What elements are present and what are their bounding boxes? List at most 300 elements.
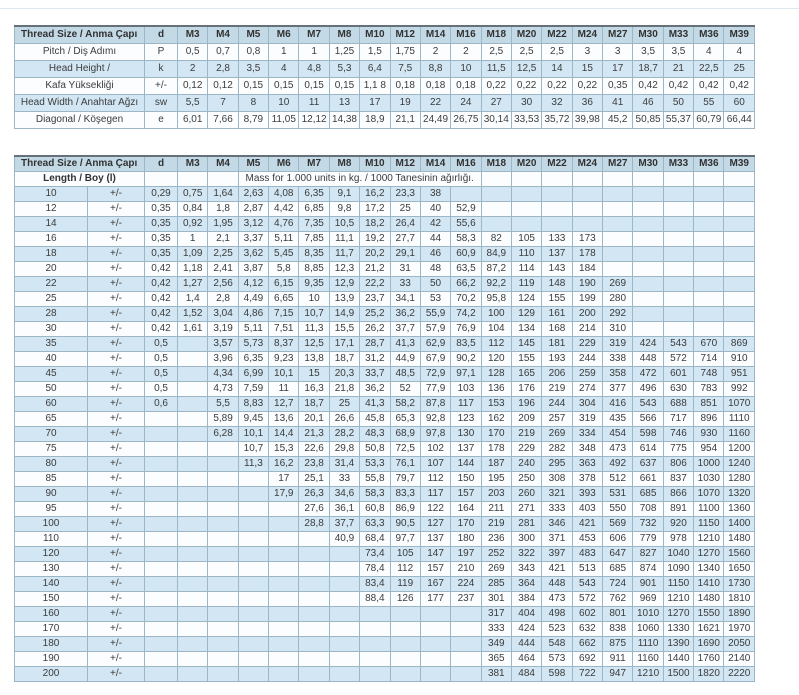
tolerance-cell: +/- bbox=[88, 576, 145, 591]
mass-value-M36 bbox=[694, 216, 724, 231]
subheader-empty bbox=[663, 171, 693, 186]
tolerance-cell: +/- bbox=[88, 261, 145, 276]
dimension-value-M12: 0,18 bbox=[390, 77, 420, 94]
d-tolerance-cell bbox=[145, 501, 178, 516]
mass-value-M8 bbox=[329, 606, 359, 621]
mass-value-M5: 7,59 bbox=[238, 381, 268, 396]
mass-value-M14: 57,9 bbox=[420, 321, 450, 336]
mass-value-M16: 197 bbox=[451, 546, 481, 561]
dimension-value-M39: 60 bbox=[724, 94, 755, 111]
mass-value-M14: 38 bbox=[420, 186, 450, 201]
dimension-value-M7: 11 bbox=[299, 94, 329, 111]
d-tolerance-cell bbox=[145, 531, 178, 546]
mass-value-M24: 178 bbox=[572, 246, 602, 261]
mass-value-M30 bbox=[633, 216, 663, 231]
mass-value-M5: 3,62 bbox=[238, 246, 268, 261]
mass-value-M33: 837 bbox=[663, 471, 693, 486]
mass-value-M4 bbox=[208, 576, 238, 591]
mass-value-M39 bbox=[724, 321, 755, 336]
tolerance-cell: +/- bbox=[88, 186, 145, 201]
mass-value-M24: 602 bbox=[572, 606, 602, 621]
length-cell: 120 bbox=[15, 546, 88, 561]
mass-units-label: Mass for 1.000 units in kg. / 1000 Tanesinin ağırlığı. bbox=[238, 171, 481, 186]
column-header-M14: M14 bbox=[420, 26, 450, 43]
length-cell: 12 bbox=[15, 201, 88, 216]
mass-value-M30: 566 bbox=[633, 411, 663, 426]
mass-value-M39: 1160 bbox=[724, 426, 755, 441]
mass-value-M30: 448 bbox=[633, 351, 663, 366]
mass-value-M14: 55,9 bbox=[420, 306, 450, 321]
mass-value-M6: 17,9 bbox=[269, 486, 299, 501]
mass-value-M7 bbox=[299, 531, 329, 546]
mass-value-M5 bbox=[238, 576, 268, 591]
mass-value-M4: 1,64 bbox=[208, 186, 238, 201]
mass-value-M16 bbox=[451, 186, 481, 201]
mass-value-M3 bbox=[178, 426, 208, 441]
mass-value-M14: 48 bbox=[420, 261, 450, 276]
mass-value-M14 bbox=[420, 651, 450, 666]
length-cell: 150 bbox=[15, 591, 88, 606]
mass-value-M33: 1040 bbox=[663, 546, 693, 561]
mass-value-M18: 349 bbox=[481, 636, 511, 651]
mass-value-M22: 473 bbox=[542, 591, 572, 606]
mass-value-M7 bbox=[299, 636, 329, 651]
column-header-M18: M18 bbox=[481, 26, 511, 43]
mass-value-M27: 647 bbox=[603, 546, 633, 561]
dimension-value-M22: 0,22 bbox=[542, 77, 572, 94]
mass-value-M36: 954 bbox=[694, 441, 724, 456]
mass-value-M22: 308 bbox=[542, 471, 572, 486]
mass-value-M18: 100 bbox=[481, 306, 511, 321]
dimension-value-M20: 2,5 bbox=[511, 43, 541, 60]
mass-value-M36 bbox=[694, 231, 724, 246]
mass-value-M30 bbox=[633, 306, 663, 321]
mass-value-M20: 240 bbox=[511, 456, 541, 471]
mass-value-M3 bbox=[178, 381, 208, 396]
mass-value-M6: 12,7 bbox=[269, 396, 299, 411]
mass-value-M33: 630 bbox=[663, 381, 693, 396]
column-header-M4: M4 bbox=[208, 26, 238, 43]
mass-value-M18: 92,2 bbox=[481, 276, 511, 291]
tolerance-cell: +/- bbox=[88, 651, 145, 666]
mass-value-M14: 97,8 bbox=[420, 426, 450, 441]
mass-value-M12: 26,4 bbox=[390, 216, 420, 231]
column-header-M3: M3 bbox=[178, 26, 208, 43]
mass-value-M20: 124 bbox=[511, 291, 541, 306]
mass-value-M30: 1060 bbox=[633, 621, 663, 636]
mass-value-M27: 319 bbox=[603, 336, 633, 351]
mass-value-M18: 153 bbox=[481, 396, 511, 411]
tolerance-cell: +/- bbox=[88, 666, 145, 681]
mass-value-M7: 12,5 bbox=[299, 336, 329, 351]
mass-value-M12: 105 bbox=[390, 546, 420, 561]
mass-value-M6: 5,11 bbox=[269, 231, 299, 246]
mass-value-M16: 144 bbox=[451, 456, 481, 471]
mass-value-M8: 17,1 bbox=[329, 336, 359, 351]
mass-value-M7 bbox=[299, 561, 329, 576]
mass-value-M7 bbox=[299, 651, 329, 666]
dimension-value-M20: 30 bbox=[511, 94, 541, 111]
column-header-M30: M30 bbox=[633, 156, 663, 171]
mass-value-M6: 4,76 bbox=[269, 216, 299, 231]
mass-value-M39: 1320 bbox=[724, 486, 755, 501]
m3-subheader-empty bbox=[178, 171, 208, 186]
mass-value-M24: 334 bbox=[572, 426, 602, 441]
mass-value-M5 bbox=[238, 666, 268, 681]
mass-value-M16: 52,9 bbox=[451, 201, 481, 216]
mass-value-M8: 9,1 bbox=[329, 186, 359, 201]
mass-value-M4 bbox=[208, 546, 238, 561]
mass-value-M24: 259 bbox=[572, 366, 602, 381]
length-cell: 70 bbox=[15, 426, 88, 441]
dimension-value-M20: 0,22 bbox=[511, 77, 541, 94]
dimension-value-M24: 36 bbox=[572, 94, 602, 111]
mass-value-M18: 162 bbox=[481, 411, 511, 426]
row-label: Head Width / Anahtar Ağzı bbox=[15, 94, 145, 111]
tolerance-cell: +/- bbox=[88, 561, 145, 576]
mass-value-M16: 74,2 bbox=[451, 306, 481, 321]
dimension-value-M33: 50 bbox=[663, 94, 693, 111]
mass-value-M33 bbox=[663, 276, 693, 291]
mass-value-M8: 12,3 bbox=[329, 261, 359, 276]
d-tolerance-cell: 0,42 bbox=[145, 276, 178, 291]
mass-value-M7: 10 bbox=[299, 291, 329, 306]
d-tolerance-cell: 0,5 bbox=[145, 351, 178, 366]
mass-value-M7 bbox=[299, 621, 329, 636]
mass-value-M16: 150 bbox=[451, 471, 481, 486]
mass-value-M22: 133 bbox=[542, 231, 572, 246]
dimension-value-M3: 2 bbox=[178, 60, 208, 77]
mass-value-M22 bbox=[542, 201, 572, 216]
mass-value-M3 bbox=[178, 606, 208, 621]
mass-value-M12: 97,7 bbox=[390, 531, 420, 546]
dimension-value-M6: 11,05 bbox=[269, 111, 299, 128]
d-tolerance-cell bbox=[145, 651, 178, 666]
mass-value-M16: 123 bbox=[451, 411, 481, 426]
mass-value-M7 bbox=[299, 546, 329, 561]
mass-value-M24: 274 bbox=[572, 381, 602, 396]
dimension-value-M16: 24 bbox=[451, 94, 481, 111]
length-column-header: Length / Boy (l) bbox=[15, 171, 145, 186]
mass-value-M33: 978 bbox=[663, 531, 693, 546]
length-cell: 100 bbox=[15, 516, 88, 531]
mass-value-M8 bbox=[329, 591, 359, 606]
dimension-value-M14: 24,49 bbox=[420, 111, 450, 128]
mass-value-M18: 285 bbox=[481, 576, 511, 591]
dimension-value-M27: 3 bbox=[603, 43, 633, 60]
mass-value-M33: 1330 bbox=[663, 621, 693, 636]
dimension-value-M7: 4,8 bbox=[299, 60, 329, 77]
mass-value-M36: 1690 bbox=[694, 636, 724, 651]
column-header-M36: M36 bbox=[694, 26, 724, 43]
tolerance-cell: +/- bbox=[88, 621, 145, 636]
mass-value-M5 bbox=[238, 531, 268, 546]
d-tolerance-cell: 0,35 bbox=[145, 231, 178, 246]
mass-value-M27: 435 bbox=[603, 411, 633, 426]
mass-value-M18: 120 bbox=[481, 351, 511, 366]
mass-value-M39: 2140 bbox=[724, 651, 755, 666]
mass-value-M20: 110 bbox=[511, 246, 541, 261]
subheader-empty bbox=[481, 171, 511, 186]
length-cell: 130 bbox=[15, 561, 88, 576]
mass-value-M30: 685 bbox=[633, 486, 663, 501]
mass-value-M33 bbox=[663, 291, 693, 306]
mass-value-M24: 199 bbox=[572, 291, 602, 306]
mass-value-M39: 1810 bbox=[724, 591, 755, 606]
column-header-M16: M16 bbox=[451, 26, 481, 43]
tolerance-cell: +/- bbox=[88, 366, 145, 381]
mass-value-M36 bbox=[694, 186, 724, 201]
mass-value-M12: 79,7 bbox=[390, 471, 420, 486]
tolerance-cell: +/- bbox=[88, 426, 145, 441]
mass-value-M14: 177 bbox=[420, 591, 450, 606]
mass-value-M5: 3,87 bbox=[238, 261, 268, 276]
thread-size-corner-header: Thread Size / Anma Çapı bbox=[15, 156, 145, 171]
mass-value-M18: 95,8 bbox=[481, 291, 511, 306]
mass-value-M7: 15 bbox=[299, 366, 329, 381]
mass-value-M33: 1150 bbox=[663, 576, 693, 591]
mass-value-M39: 1400 bbox=[724, 516, 755, 531]
mass-value-M39 bbox=[724, 291, 755, 306]
mass-value-M30: 661 bbox=[633, 471, 663, 486]
length-cell: 60 bbox=[15, 396, 88, 411]
mass-value-M24: 173 bbox=[572, 231, 602, 246]
mass-value-M30: 1160 bbox=[633, 651, 663, 666]
tolerance-cell: +/- bbox=[88, 531, 145, 546]
mass-value-M6 bbox=[269, 531, 299, 546]
dimension-value-M16: 2 bbox=[451, 43, 481, 60]
mass-value-M27: 512 bbox=[603, 471, 633, 486]
dimension-value-M16: 0,18 bbox=[451, 77, 481, 94]
mass-value-M5 bbox=[238, 471, 268, 486]
mass-value-M4: 3,57 bbox=[208, 336, 238, 351]
dimension-value-M20: 33,53 bbox=[511, 111, 541, 128]
mass-value-M24: 363 bbox=[572, 456, 602, 471]
tolerance-cell: +/- bbox=[88, 276, 145, 291]
mass-value-M16: 76,9 bbox=[451, 321, 481, 336]
mass-value-M14: 137 bbox=[420, 531, 450, 546]
mass-value-M22: 137 bbox=[542, 246, 572, 261]
dimension-value-M4: 7 bbox=[208, 94, 238, 111]
dimension-value-M3: 0,12 bbox=[178, 77, 208, 94]
mass-value-M10: 73,4 bbox=[360, 546, 390, 561]
mass-value-M8: 40,9 bbox=[329, 531, 359, 546]
mass-value-M39 bbox=[724, 231, 755, 246]
mass-value-M3 bbox=[178, 456, 208, 471]
mass-value-M3: 1 bbox=[178, 231, 208, 246]
mass-value-M22: 181 bbox=[542, 336, 572, 351]
mass-value-M6 bbox=[269, 561, 299, 576]
dimension-value-M24: 3 bbox=[572, 43, 602, 60]
mass-value-M20: 484 bbox=[511, 666, 541, 681]
mass-value-M5: 5,73 bbox=[238, 336, 268, 351]
mass-value-M10: 19,2 bbox=[360, 231, 390, 246]
mass-value-M20: 176 bbox=[511, 381, 541, 396]
length-cell: 160 bbox=[15, 606, 88, 621]
length-cell: 50 bbox=[15, 381, 88, 396]
mass-value-M14: 92,8 bbox=[420, 411, 450, 426]
mass-value-M18: 195 bbox=[481, 471, 511, 486]
mass-value-M5: 11,3 bbox=[238, 456, 268, 471]
mass-value-M5 bbox=[238, 621, 268, 636]
d-tolerance-cell bbox=[145, 516, 178, 531]
mass-value-M6: 4,08 bbox=[269, 186, 299, 201]
mass-value-M12 bbox=[390, 666, 420, 681]
mass-value-M18: 104 bbox=[481, 321, 511, 336]
mass-value-M3 bbox=[178, 576, 208, 591]
subheader-empty bbox=[603, 171, 633, 186]
mass-value-M30: 969 bbox=[633, 591, 663, 606]
mass-value-M7: 25,1 bbox=[299, 471, 329, 486]
mass-value-M27: 724 bbox=[603, 576, 633, 591]
mass-value-M24: 214 bbox=[572, 321, 602, 336]
mass-value-M22: 397 bbox=[542, 546, 572, 561]
mass-value-M27: 911 bbox=[603, 651, 633, 666]
length-cell: 30 bbox=[15, 321, 88, 336]
mass-value-M20: 322 bbox=[511, 546, 541, 561]
mass-value-M14: 167 bbox=[420, 576, 450, 591]
mass-value-M6 bbox=[269, 636, 299, 651]
dimension-value-M10: 1,5 bbox=[360, 43, 390, 60]
mass-value-M30: 598 bbox=[633, 426, 663, 441]
mass-value-M24: 378 bbox=[572, 471, 602, 486]
mass-value-M39 bbox=[724, 246, 755, 261]
dimension-value-M16: 10 bbox=[451, 60, 481, 77]
mass-value-M36: 1480 bbox=[694, 591, 724, 606]
mass-value-M7: 16,3 bbox=[299, 381, 329, 396]
dimension-value-M33: 0,42 bbox=[663, 77, 693, 94]
dimension-value-M10: 1,1 8 bbox=[360, 77, 390, 94]
mass-value-M33 bbox=[663, 306, 693, 321]
dimension-value-M33: 3,5 bbox=[663, 43, 693, 60]
mass-value-M39 bbox=[724, 276, 755, 291]
dimension-value-M8: 13 bbox=[329, 94, 359, 111]
row-symbol: k bbox=[145, 60, 178, 77]
mass-value-M20 bbox=[511, 186, 541, 201]
dimension-value-M30: 46 bbox=[633, 94, 663, 111]
mass-value-M24: 200 bbox=[572, 306, 602, 321]
mass-value-M10 bbox=[360, 621, 390, 636]
mass-value-M16: 90,2 bbox=[451, 351, 481, 366]
dimension-value-M18: 27 bbox=[481, 94, 511, 111]
mass-value-M30: 874 bbox=[633, 561, 663, 576]
mass-value-M22: 295 bbox=[542, 456, 572, 471]
mass-value-M22: 448 bbox=[542, 576, 572, 591]
mass-value-M14: 44 bbox=[420, 231, 450, 246]
column-header-M30: M30 bbox=[633, 26, 663, 43]
mass-value-M18: 82 bbox=[481, 231, 511, 246]
mass-value-M10 bbox=[360, 606, 390, 621]
tolerance-cell: +/- bbox=[88, 516, 145, 531]
mass-value-M18: 317 bbox=[481, 606, 511, 621]
mass-value-M36: 1030 bbox=[694, 471, 724, 486]
mass-value-M5: 3,12 bbox=[238, 216, 268, 231]
dimension-value-M22: 14 bbox=[542, 60, 572, 77]
mass-value-M20: 114 bbox=[511, 261, 541, 276]
row-label: Kafa Yüksekliği bbox=[15, 77, 145, 94]
mass-value-M22: 257 bbox=[542, 411, 572, 426]
d-tolerance-cell: 0,42 bbox=[145, 261, 178, 276]
dimension-value-M4: 0,12 bbox=[208, 77, 238, 94]
mass-value-M4 bbox=[208, 441, 238, 456]
mass-value-M18 bbox=[481, 186, 511, 201]
mass-value-M39 bbox=[724, 261, 755, 276]
mass-value-M22: 244 bbox=[542, 396, 572, 411]
d-tolerance-cell: 0,5 bbox=[145, 366, 178, 381]
mass-value-M3 bbox=[178, 636, 208, 651]
column-header-M24: M24 bbox=[572, 156, 602, 171]
mass-value-M4 bbox=[208, 651, 238, 666]
mass-value-M12: 25 bbox=[390, 201, 420, 216]
mass-value-M20: 105 bbox=[511, 231, 541, 246]
d-tolerance-cell: 0,5 bbox=[145, 336, 178, 351]
mass-value-M20: 424 bbox=[511, 621, 541, 636]
length-cell: 80 bbox=[15, 456, 88, 471]
mass-value-M33 bbox=[663, 246, 693, 261]
mass-value-M6 bbox=[269, 666, 299, 681]
mass-value-M22: 321 bbox=[542, 486, 572, 501]
mass-value-M12: 112 bbox=[390, 561, 420, 576]
mass-value-M16: 157 bbox=[451, 486, 481, 501]
mass-value-M6 bbox=[269, 546, 299, 561]
mass-value-M10: 23,7 bbox=[360, 291, 390, 306]
tolerance-cell: +/- bbox=[88, 231, 145, 246]
mass-value-M22: 219 bbox=[542, 381, 572, 396]
mass-value-M6: 17 bbox=[269, 471, 299, 486]
mass-value-M39: 1560 bbox=[724, 546, 755, 561]
mass-value-M14: 147 bbox=[420, 546, 450, 561]
dimension-value-M27: 45,2 bbox=[603, 111, 633, 128]
mass-value-M3 bbox=[178, 531, 208, 546]
mass-value-M12: 119 bbox=[390, 576, 420, 591]
mass-value-M7: 9,35 bbox=[299, 276, 329, 291]
mass-value-M4: 1,95 bbox=[208, 216, 238, 231]
mass-value-M20: 155 bbox=[511, 351, 541, 366]
mass-value-M36 bbox=[694, 306, 724, 321]
mass-value-M30 bbox=[633, 246, 663, 261]
mass-value-M30 bbox=[633, 321, 663, 336]
mass-value-M14: 112 bbox=[420, 471, 450, 486]
mass-value-M36: 851 bbox=[694, 396, 724, 411]
subheader-empty bbox=[633, 171, 663, 186]
d-tolerance-cell bbox=[145, 441, 178, 456]
mass-value-M5: 8,83 bbox=[238, 396, 268, 411]
mass-value-M10: 36,2 bbox=[360, 381, 390, 396]
mass-value-M27: 416 bbox=[603, 396, 633, 411]
length-cell: 40 bbox=[15, 351, 88, 366]
mass-value-M4: 5,89 bbox=[208, 411, 238, 426]
tolerance-cell: +/- bbox=[88, 591, 145, 606]
mass-value-M39: 2050 bbox=[724, 636, 755, 651]
length-cell: 110 bbox=[15, 531, 88, 546]
mass-value-M36 bbox=[694, 291, 724, 306]
length-cell: 25 bbox=[15, 291, 88, 306]
mass-value-M6: 10,1 bbox=[269, 366, 299, 381]
mass-value-M36: 714 bbox=[694, 351, 724, 366]
mass-value-M33: 1500 bbox=[663, 666, 693, 681]
length-cell: 10 bbox=[15, 186, 88, 201]
mass-value-M27 bbox=[603, 201, 633, 216]
mass-value-M8: 15,5 bbox=[329, 321, 359, 336]
mass-value-M4: 3,19 bbox=[208, 321, 238, 336]
mass-value-M20: 404 bbox=[511, 606, 541, 621]
mass-value-M22 bbox=[542, 186, 572, 201]
mass-value-M20: 250 bbox=[511, 471, 541, 486]
mass-value-M18: 252 bbox=[481, 546, 511, 561]
mass-value-M27: 473 bbox=[603, 441, 633, 456]
mass-value-M14: 67,9 bbox=[420, 351, 450, 366]
d-tolerance-cell bbox=[145, 591, 178, 606]
